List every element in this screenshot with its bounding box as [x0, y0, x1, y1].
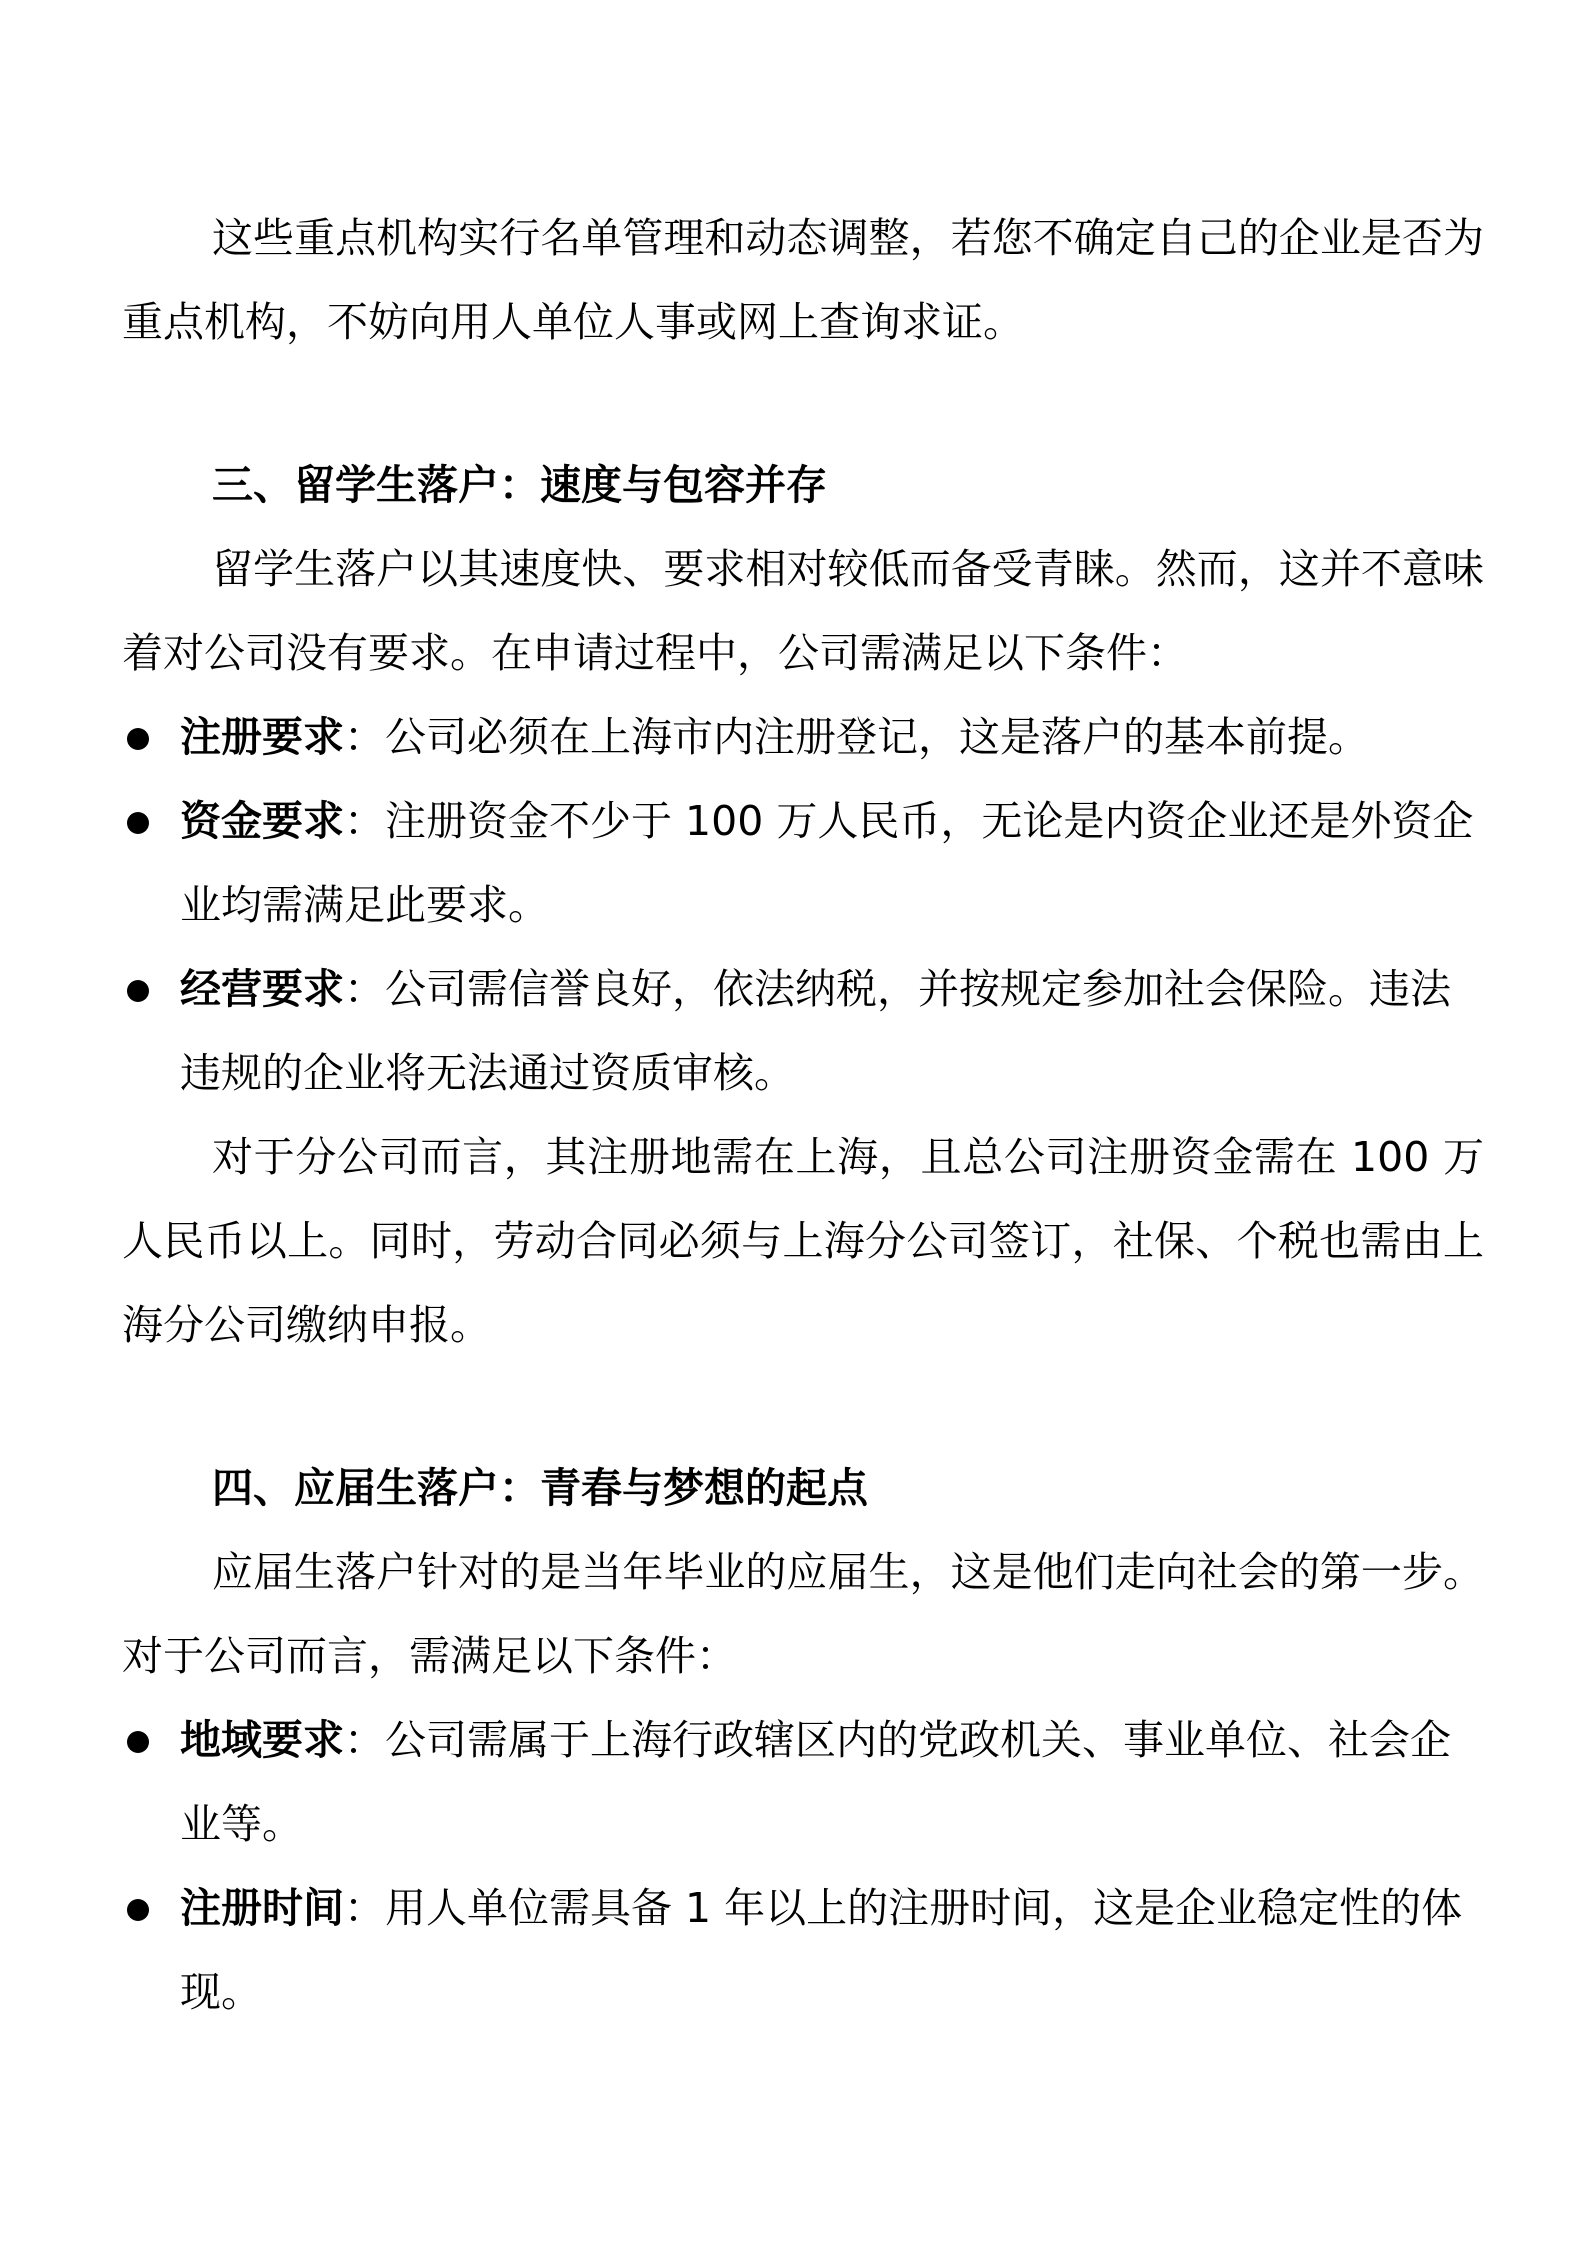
intro-paragraph: 这些重点机构实行名单管理和动态调整，若您不确定自己的企业是否为重点机构，不妨向用人单位人事或网上查询求证。	[122, 214, 1484, 346]
bullet-text: ：用人单位需具备 1 年以上的注册时间，这是企业稳定性的体现。	[180, 1884, 1463, 2016]
bullet-term: 地域要求	[180, 1716, 344, 1764]
bullet-text: ：公司需属于上海行政辖区内的党政机关、事业单位、社会企业等。	[180, 1716, 1451, 1848]
section-3-bullet-list	[122, 695, 1484, 1115]
bullet-text: ：公司必须在上海市内注册登记，这是落户的基本前提。	[344, 713, 1369, 761]
bullet-item-capital	[122, 779, 1484, 947]
branch-company-paragraph: 对于分公司而言，其注册地需在上海，且总公司注册资金需在 100 万人民币以上。同时，劳动合同必须与上海分公司签订，社保、个税也需由上海分公司缴纳申报。	[122, 1133, 1484, 1349]
bullet-dot-icon	[127, 980, 149, 1002]
section-3-paragraph: 留学生落户以其速度快、要求相对较低而备受青睐。然而，这并不意味着对公司没有要求。在申请过程中，公司需满足以下条件：	[122, 545, 1484, 677]
bullet-item-registration	[122, 695, 1484, 779]
bullet-item-region	[122, 1698, 1484, 1866]
bullet-term: 资金要求	[180, 797, 344, 845]
bullet-item-operation	[122, 947, 1484, 1115]
bullet-term: 经营要求	[180, 965, 344, 1013]
bullet-text: ：注册资金不少于 100 万人民币，无论是内资企业还是外资企业均需满足此要求。	[180, 797, 1474, 929]
bullet-term: 注册时间	[180, 1884, 344, 1932]
section-4-heading: 四、应届生落户：青春与梦想的起点	[212, 1464, 868, 1512]
bullet-dot-icon	[127, 812, 149, 834]
section-4-paragraph: 应届生落户针对的是当年毕业的应届生，这是他们走向社会的第一步。对于公司而言，需满足以下条件：	[122, 1548, 1484, 1680]
bullet-text: ：公司需信誉良好，依法纳税，并按规定参加社会保险。违法违规的企业将无法通过资质审核。	[180, 965, 1451, 1097]
bullet-term: 注册要求	[180, 713, 344, 761]
bullet-dot-icon	[127, 728, 149, 750]
bullet-item-registration-time	[122, 1866, 1484, 2034]
bullet-dot-icon	[127, 1899, 149, 1921]
section-4-bullet-list	[122, 1698, 1484, 2034]
bullet-dot-icon	[127, 1731, 149, 1753]
section-3-heading: 三、留学生落户：速度与包容并存	[212, 461, 827, 509]
